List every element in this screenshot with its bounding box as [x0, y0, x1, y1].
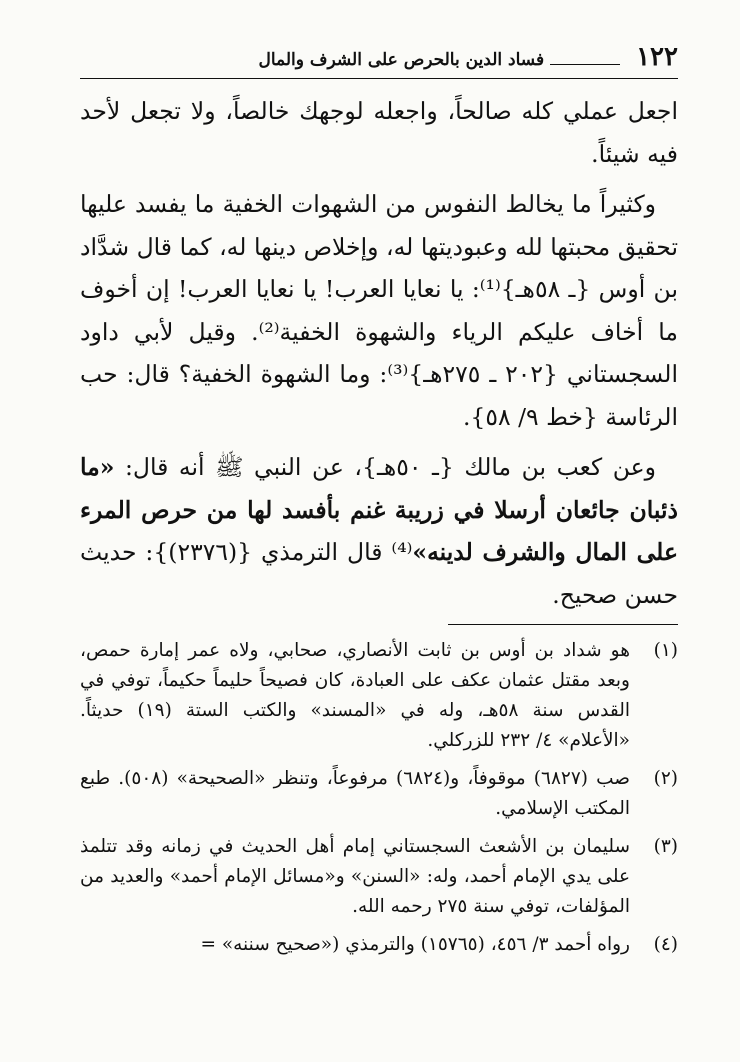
running-title: فساد الدين بالحرص على الشرف والمال [258, 50, 545, 70]
footnote [80, 764, 678, 824]
paragraph [80, 446, 678, 616]
paragraph: وكثيراً ما يخالط النفوس من الشهوات الخفية ما يفسد عليها تحقيق محبتها لله وعبوديتها له، وإخلاص دينها له، كما قال شدَّاد بن أوس {ـ ٥٨هـ}⁽¹⁾: يا نعايا العرب! يا نعايا العرب! إن أخوف ما أخاف عليكم الرياء والشهوة الخفية⁽²⁾. وقيل لأبي داود السجستاني {٢٠٢ ـ ٢٧٥هـ}⁽³⁾: وما الشهوة الخفية؟ قال: حب الرئاسة {خط ٩/ ٥٨}. [80, 190, 678, 431]
footnote-separator [448, 624, 678, 625]
footnote [80, 636, 678, 756]
page-number: ١٢٢ [636, 42, 678, 72]
footnote [80, 930, 678, 960]
footnote-text: سليمان بن الأشعث السجستاني إمام أهل الحديث في زمانه وقد تتلمذ على يدي الإمام أحمد، وله: «السنن» و«مسائل الإمام أحمد» والعديد من المؤلفات، توفي سنة ٢٧٥ رحمه الله. [80, 836, 630, 917]
footnote [80, 832, 678, 922]
footnote-number: (٣) [653, 836, 678, 857]
hadith-text: «ما ذئبان جائعان أرسلا في زريبة غنم بأفسد لها من حرص المرء على المال والشرف لدينه» [80, 453, 678, 566]
header-rule [550, 64, 620, 65]
footnote-text: صب (٦٨٢٧) موقوفاً، و(٦٨٢٤) مرفوعاً، وتنظر «الصحيحة» (٥٠٨). طبع المكتب الإسلامي. [80, 768, 630, 819]
footnote-number: (٤) [653, 934, 678, 955]
footnote-text: رواه أحمد ٣/ ٤٥٦، (١٥٧٦٥) والترمذي («صحيح سننه» = [200, 934, 630, 955]
hadith-intro: وعن كعب بن مالك {ـ ٥٠هـ}، عن النبي ﷺ أنه قال: [114, 453, 656, 481]
paragraph: اجعل عملي كله صالحاً، واجعله لوجهك خالصاً، ولا تجعل لأحد فيه شيئاً. [80, 97, 678, 168]
footnote-number: (١) [653, 640, 678, 661]
page-header [80, 42, 678, 79]
footnotes [80, 636, 678, 968]
footnote-text: هو شداد بن أوس بن ثابت الأنصاري، صحابي، ولاه عمر إمارة حمص، وبعد مقتل عثمان عكف على العبادة، كان فصيحاً حليماً حكيماً، توفي في القدس سنة ٥٨هـ، وله في «المسند» والكتب الستة (١٩) حديثاً. «الأعلام» ٤/ ٢٣٢ للزركلي. [80, 640, 630, 751]
hadith-grading: ⁽⁴⁾ قال الترمذي {(٢٣٧٦)}: حديث حسن صحيح. [80, 538, 678, 609]
body-text [80, 90, 678, 624]
footnote-number: (٢) [653, 768, 678, 789]
